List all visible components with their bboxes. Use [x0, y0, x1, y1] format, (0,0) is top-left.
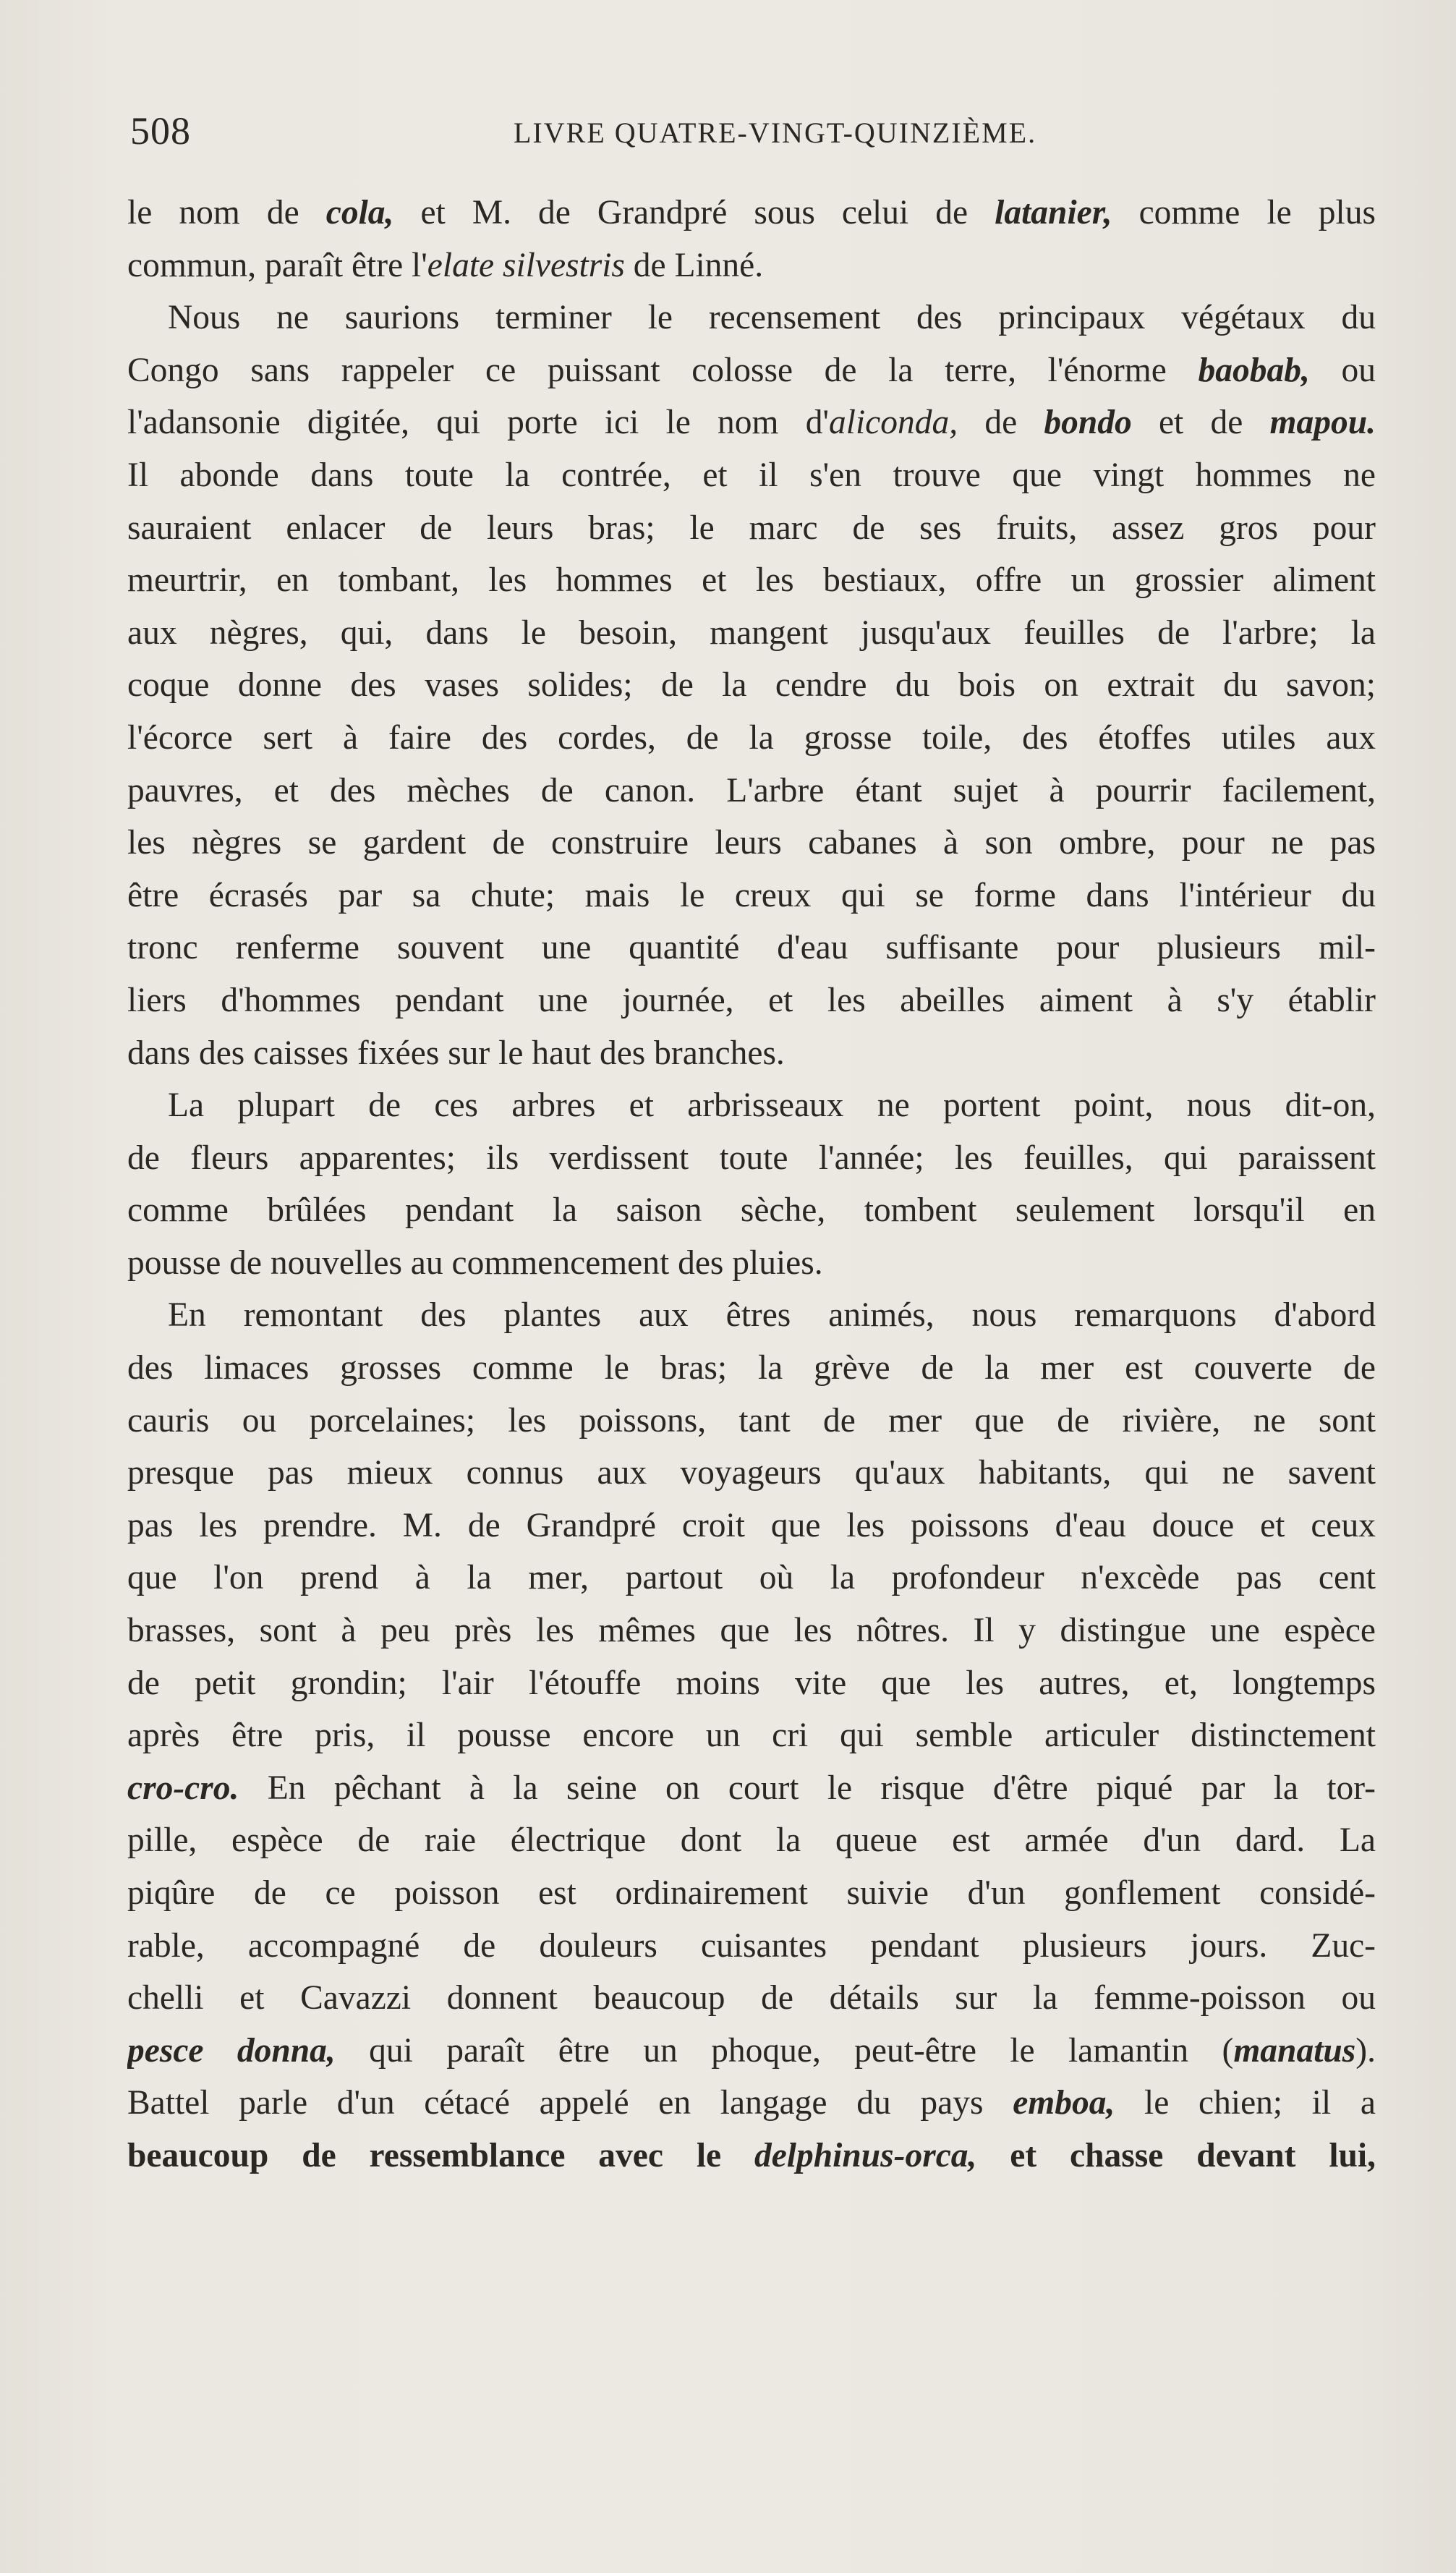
text-run: pas les prendre. M. de Grandpré croit que les poissons d'eau douce et ceux [127, 1506, 1376, 1544]
text-run: coque donne des vases solides; de la cendre du bois on extrait du savon; [127, 666, 1376, 705]
text-run: Congo sans rappeler ce puissant colosse de la terre, l'énorme [127, 351, 1199, 389]
text-run: de petit grondin; l'air l'étouffe moins vite que les autres, et, longtemps [127, 1664, 1376, 1702]
text-line [127, 344, 1376, 397]
emphasized-term: cola, [325, 194, 394, 231]
text-run: meurtrir, en tombant, les hommes et les bestiaux, offre un grossier aliment [127, 561, 1376, 600]
text-run: Il abonde dans toute la contrée, et il s'en trouve que vingt hommes ne [127, 456, 1376, 494]
text-line [127, 1972, 1376, 2025]
text-line [127, 449, 1376, 502]
text-line [127, 239, 1376, 292]
text-line [127, 1867, 1376, 1920]
text-line [127, 607, 1376, 660]
text-run: aux nègres, qui, dans le besoin, mangent jusqu'aux feuilles de l'arbre; la [127, 613, 1376, 652]
text-line [127, 659, 1376, 712]
text-run: commun, paraît être l' [127, 246, 427, 284]
text-run: pousse de nouvelles au commencement des pluies. [127, 1243, 823, 1282]
text-run: après être pris, il pousse encore un cri qui semble articuler distinctement [127, 1717, 1376, 1755]
text-line [127, 1657, 1376, 1710]
text-run: En pêchant à la seine on court le risque d'être piqué par la tor- [239, 1769, 1376, 1807]
text-run: presque pas mieux connus aux voyageurs qu'aux habitants, qui ne savent [127, 1454, 1376, 1492]
emphasized-term: manatus [1233, 2031, 1356, 2070]
text-run: pille, espèce de raie électrique dont la queue est armée d'un dard. La [127, 1821, 1376, 1860]
text-run: tronc renferme souvent une quantité d'eau suffisante pour plusieurs mil- [127, 929, 1376, 967]
text-run: brasses, sont à peu près les mêmes que les nôtres. Il y distingue une espèce [127, 1612, 1376, 1650]
text-run: comme le plus [1112, 194, 1376, 231]
text-line [127, 1447, 1376, 1500]
text-run: ou [1309, 351, 1376, 389]
emphasized-term: cro-cro. [127, 1769, 239, 1807]
text-line [127, 187, 1376, 239]
text-run: que l'on prend à la mer, partout où la profondeur n'excède pas cent [127, 1559, 1376, 1597]
text-run: et M. de Grandpré sous celui de [393, 194, 995, 231]
emphasized-term: et chasse devant lui, [976, 2136, 1376, 2174]
text-run: ). [1355, 2031, 1376, 2070]
emphasized-term: aliconda, [829, 404, 958, 442]
running-title: LIVRE QUATRE-VINGT-QUINZIÈME. [514, 116, 1037, 149]
text-run: le nom de [127, 194, 326, 231]
text-run: de Linné. [624, 246, 764, 284]
page-number: 508 [130, 109, 191, 153]
text-line [127, 1920, 1376, 1973]
text-line [127, 817, 1376, 869]
text-line [127, 1132, 1376, 1185]
text-run: le chien; il a [1115, 2084, 1376, 2122]
text-line [127, 396, 1376, 449]
page-header [130, 109, 1374, 166]
text-line [127, 1500, 1376, 1552]
text-run: rable, accompagné de douleurs cuisantes pendant plusieurs jours. Zuc- [127, 1926, 1376, 1965]
text-run: dans des caisses fixées sur le haut des branches. [127, 1034, 785, 1072]
text-run: qui paraît être un phoque, peut-être le lamantin ( [335, 2031, 1234, 2070]
emphasized-term: baobab, [1198, 351, 1310, 389]
text-line [127, 869, 1376, 922]
text-run: chelli et Cavazzi donnent beaucoup de détails sur la femme-poisson ou [127, 1979, 1376, 2017]
text-line [127, 2025, 1376, 2077]
emphasized-term: latanier, [995, 194, 1112, 231]
emphasized-term: pesce donna, [127, 2031, 336, 2070]
text-run: l'adansonie digitée, qui porte ici le nom d' [127, 404, 830, 442]
text-run: être écrasés par sa chute; mais le creux qui se forme dans l'intérieur du [127, 876, 1376, 914]
emphasized-term: beaucoup de ressemblance avec le [127, 2136, 754, 2174]
text-line [127, 1762, 1376, 1815]
text-line [127, 1027, 1376, 1080]
text-line [127, 1079, 1376, 1132]
text-line [127, 1289, 1376, 1342]
emphasized-term: elate silvestris [427, 246, 625, 284]
text-line [127, 974, 1376, 1027]
text-line [127, 1237, 1376, 1290]
emphasized-term: emboa, [1013, 2084, 1115, 2122]
emphasized-term: mapou. [1269, 404, 1376, 442]
text-run: et de [1131, 404, 1270, 442]
text-line [127, 1709, 1376, 1762]
text-run: Nous ne saurions terminer le recensement des principaux végétaux du [168, 299, 1376, 337]
text-run: comme brûlées pendant la saison sèche, tombent seulement lorsqu'il en [127, 1191, 1376, 1230]
text-run: de [958, 404, 1044, 442]
text-line [127, 502, 1376, 555]
text-run: de fleurs apparentes; ils verdissent toute l'année; les feuilles, qui paraissent [127, 1139, 1376, 1177]
text-line [127, 292, 1376, 344]
text-line [127, 1604, 1376, 1657]
text-line [127, 2077, 1376, 2130]
text-run: sauraient enlacer de leurs bras; le marc de ses fruits, assez gros pour [127, 509, 1376, 547]
text-line [127, 1395, 1376, 1447]
body-text [127, 187, 1376, 2182]
text-run: En remontant des plantes aux êtres animés, nous remarquons d'abord [168, 1296, 1376, 1335]
text-run: les nègres se gardent de construire leurs cabanes à son ombre, pour ne pas [127, 824, 1376, 862]
text-run: cauris ou porcelaines; les poissons, tant de mer que de rivière, ne sont [127, 1401, 1376, 1439]
emphasized-term: delphinus-orca, [754, 2136, 977, 2174]
text-run: des limaces grosses comme le bras; la grève de la mer est couverte de [127, 1349, 1376, 1387]
text-run: piqûre de ce poisson est ordinairement suivie d'un gonflement considé- [127, 1874, 1376, 1912]
text-line [127, 922, 1376, 974]
text-line [127, 2130, 1376, 2182]
text-line [127, 1814, 1376, 1867]
text-run: l'écorce sert à faire des cordes, de la grosse toile, des étoffes utiles aux [127, 718, 1376, 757]
text-line [127, 1342, 1376, 1395]
text-run: Battel parle d'un cétacé appelé en langage du pays [127, 2084, 1013, 2122]
text-line [127, 1184, 1376, 1237]
text-run: liers d'hommes pendant une journée, et les abeilles aiment à s'y établir [127, 981, 1376, 1019]
text-run: La plupart de ces arbres et arbrisseaux ne portent point, nous dit-on, [168, 1086, 1376, 1125]
text-line [127, 712, 1376, 765]
text-run: pauvres, et des mèches de canon. L'arbre étant sujet à pourrir facilement, [127, 771, 1376, 809]
emphasized-term: bondo [1044, 404, 1132, 442]
text-line [127, 554, 1376, 607]
text-line [127, 1552, 1376, 1604]
text-line [127, 765, 1376, 817]
